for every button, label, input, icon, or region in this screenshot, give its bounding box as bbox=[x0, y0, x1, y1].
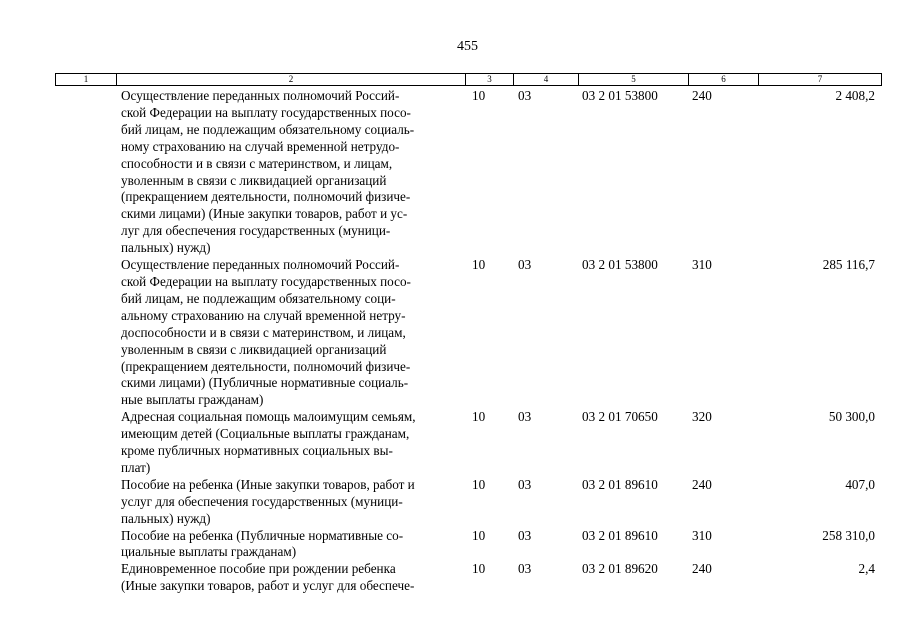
subsection-code: 03 bbox=[518, 476, 532, 492]
description-line: альному страхованию на случай временной нетру- bbox=[121, 307, 406, 323]
amount: 2 408,2 bbox=[835, 88, 875, 103]
description-line: ному страхованию на случай временной нетрудо- bbox=[121, 138, 400, 154]
section-code: 10 bbox=[472, 527, 486, 543]
page-number: 455 bbox=[457, 39, 478, 54]
description-line: Осуществление переданных полномочий Россий- bbox=[121, 88, 400, 103]
description-line: Единовременное пособие при рождении ребенка bbox=[121, 561, 396, 577]
description-line: пальных) нужд) bbox=[121, 510, 211, 526]
header-col-2: 2 bbox=[117, 74, 466, 86]
section-code: 10 bbox=[472, 409, 486, 425]
section-code: 10 bbox=[472, 561, 486, 577]
section-code: 10 bbox=[472, 88, 486, 103]
description-line: пальных) нужд) bbox=[121, 240, 211, 256]
amount: 285 116,7 bbox=[822, 257, 875, 273]
table-row bbox=[0, 528, 905, 562]
header-col-3: 3 bbox=[466, 74, 514, 86]
description-line: (прекращением деятельности, полномочий физиче- bbox=[121, 358, 411, 374]
row-description bbox=[121, 477, 461, 528]
column-number-header bbox=[55, 73, 882, 86]
amount: 2,4 bbox=[858, 561, 875, 577]
description-line: Адресная социальная помощь малоимущим семьям, bbox=[121, 409, 416, 425]
section-code: 10 bbox=[472, 476, 486, 492]
subsection-code: 03 bbox=[518, 527, 532, 543]
amount: 407,0 bbox=[845, 476, 875, 492]
target-article-code: 03 2 01 89610 bbox=[582, 476, 658, 492]
description-line: Осуществление переданных полномочий Россий- bbox=[121, 257, 400, 273]
header-col-7: 7 bbox=[759, 74, 882, 86]
header-col-4: 4 bbox=[514, 74, 579, 86]
table-row bbox=[0, 477, 905, 528]
description-line: уволенным в связи с ликвидацией организаций bbox=[121, 341, 387, 357]
amount: 258 310,0 bbox=[822, 527, 875, 543]
description-line: бий лицам, не подлежащим обязательному соци- bbox=[121, 290, 396, 306]
budget-table-body bbox=[0, 88, 905, 595]
subsection-code: 03 bbox=[518, 409, 532, 425]
description-line: (прекращением деятельности, полномочий физиче- bbox=[121, 189, 411, 205]
table-row bbox=[0, 561, 905, 595]
description-line: способности и в связи с материнством, и лицам, bbox=[121, 155, 393, 171]
target-article-code: 03 2 01 70650 bbox=[582, 409, 658, 425]
expense-type-code: 320 bbox=[692, 409, 712, 425]
target-article-code: 03 2 01 89620 bbox=[582, 561, 658, 577]
row-description bbox=[121, 257, 461, 409]
description-line: имеющим детей (Социальные выплаты гражданам, bbox=[121, 426, 410, 442]
subsection-code: 03 bbox=[518, 88, 532, 103]
amount: 50 300,0 bbox=[828, 409, 875, 425]
description-line: кроме публичных нормативных социальных вы- bbox=[121, 443, 393, 459]
header-col-1: 1 bbox=[56, 74, 117, 86]
description-line: скими лицами) (Публичные нормативные социаль- bbox=[121, 375, 409, 391]
description-line: доспособности и в связи с материнством, и лицам, bbox=[121, 324, 406, 340]
subsection-code: 03 bbox=[518, 257, 532, 273]
header-col-5: 5 bbox=[579, 74, 689, 86]
description-line: Пособие на ребенка (Публичные нормативные со- bbox=[121, 527, 404, 543]
expense-type-code: 240 bbox=[692, 476, 712, 492]
description-line: бий лицам, не подлежащим обязательному социаль- bbox=[121, 121, 415, 137]
description-line: ные выплаты гражданам) bbox=[121, 392, 264, 408]
table-row bbox=[0, 88, 905, 257]
description-line: луг для обеспечения государственных (муници- bbox=[121, 223, 391, 239]
expense-type-code: 310 bbox=[692, 527, 712, 543]
description-line: услуг для обеспечения государственных (муници- bbox=[121, 493, 403, 509]
expense-type-code: 310 bbox=[692, 257, 712, 273]
description-line: циальные выплаты гражданам) bbox=[121, 544, 297, 560]
table-row bbox=[0, 257, 905, 409]
description-line: скими лицами) (Иные закупки товаров, работ и ус- bbox=[121, 206, 408, 222]
row-description bbox=[121, 528, 461, 562]
expense-type-code: 240 bbox=[692, 561, 712, 577]
description-line: ской Федерации на выплату государственных посо- bbox=[121, 104, 411, 120]
description-line: Пособие на ребенка (Иные закупки товаров, работ и bbox=[121, 476, 415, 492]
description-line: (Иные закупки товаров, работ и услуг для обеспече- bbox=[121, 578, 415, 594]
description-line: ской Федерации на выплату государственных посо- bbox=[121, 273, 411, 289]
target-article-code: 03 2 01 53800 bbox=[582, 257, 658, 273]
row-description bbox=[121, 561, 461, 595]
description-line: уволенным в связи с ликвидацией организаций bbox=[121, 172, 387, 188]
table-row bbox=[0, 409, 905, 477]
target-article-code: 03 2 01 53800 bbox=[582, 88, 658, 103]
header-col-6: 6 bbox=[689, 74, 759, 86]
row-description bbox=[121, 409, 461, 477]
description-line: плат) bbox=[121, 459, 151, 475]
subsection-code: 03 bbox=[518, 561, 532, 577]
expense-type-code: 240 bbox=[692, 88, 712, 103]
section-code: 10 bbox=[472, 257, 486, 273]
row-description bbox=[121, 88, 461, 257]
target-article-code: 03 2 01 89610 bbox=[582, 527, 658, 543]
